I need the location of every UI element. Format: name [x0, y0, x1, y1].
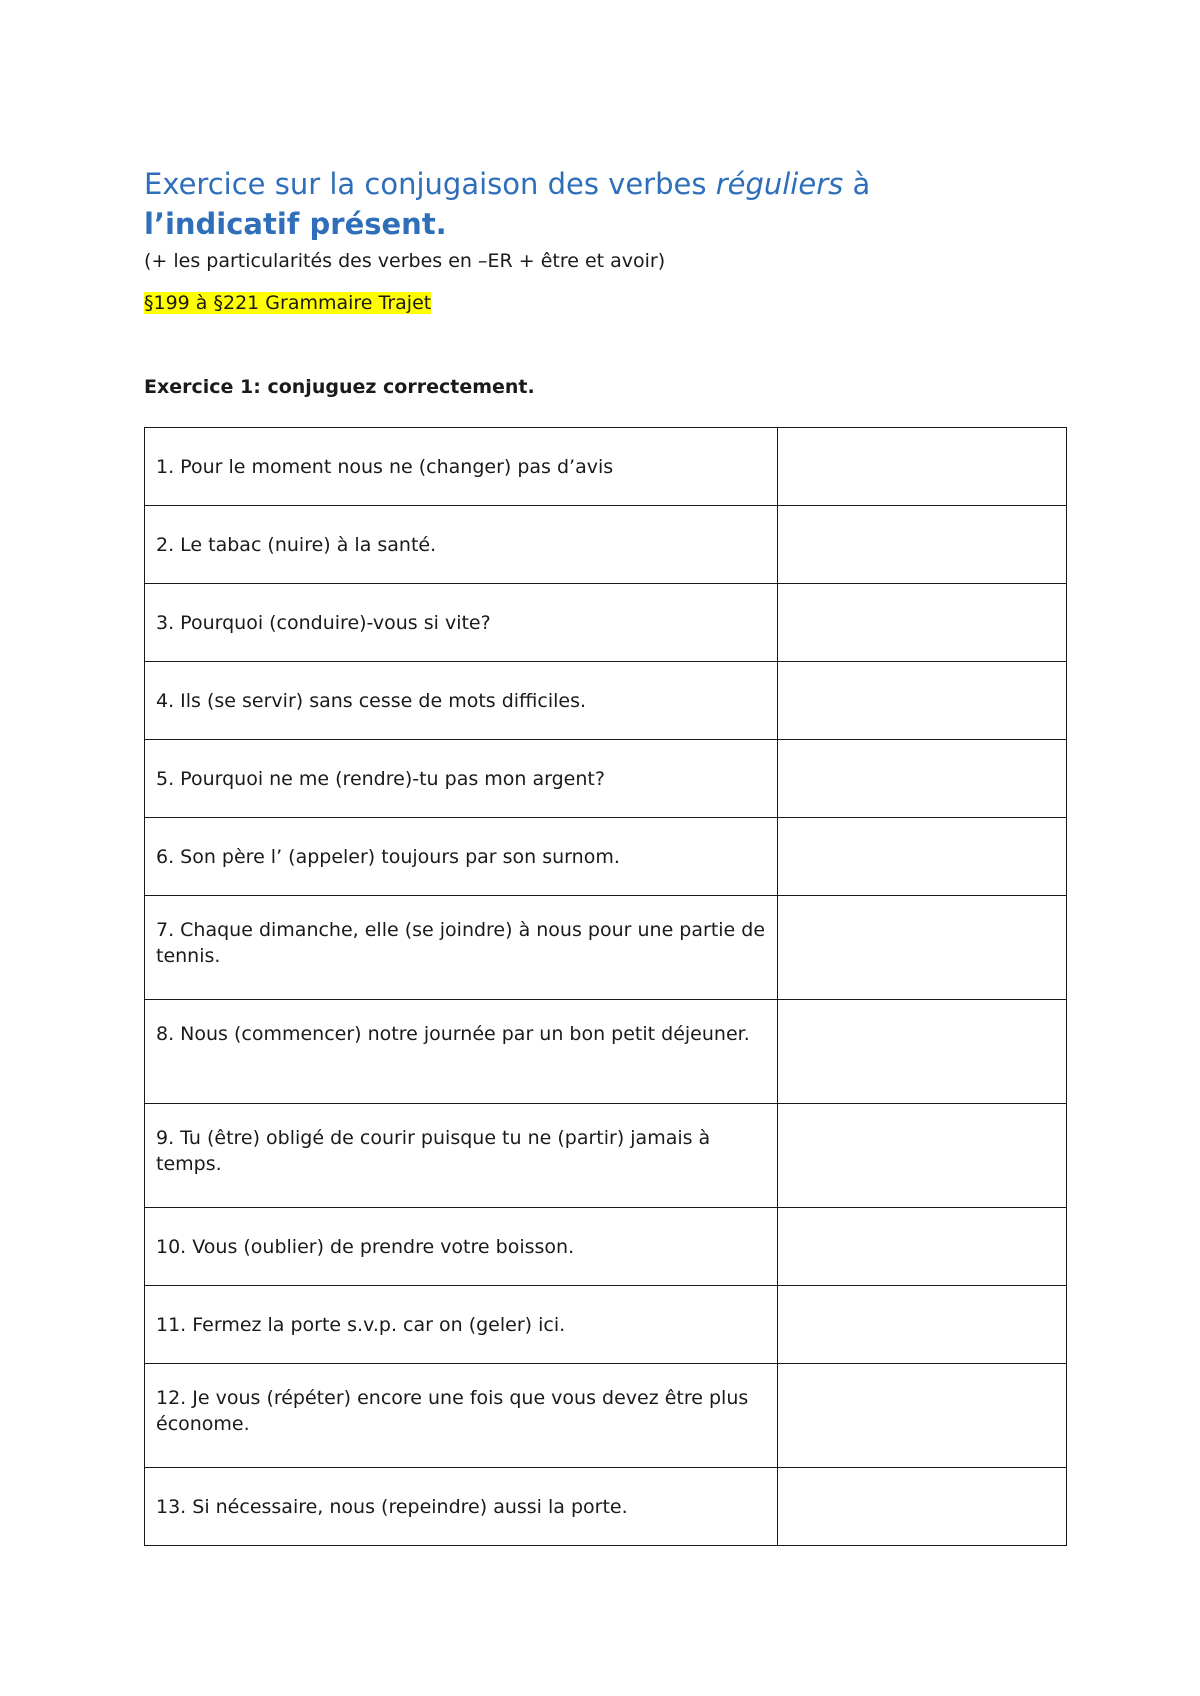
question-cell: 13. Si nécessaire, nous (repeindre) aussi la porte. — [145, 1468, 778, 1546]
answer-cell[interactable] — [778, 428, 1067, 506]
question-cell: 8. Nous (commencer) notre journée par un bon petit déjeuner. — [145, 1000, 778, 1104]
document-page — [144, 164, 1066, 1518]
question-cell: 5. Pourquoi ne me (rendre)-tu pas mon argent? — [145, 740, 778, 818]
table-row — [145, 428, 1067, 506]
title-text-end: à — [843, 167, 871, 201]
question-cell: 1. Pour le moment nous ne (changer) pas d’avis — [145, 428, 778, 506]
exercise-table — [144, 427, 1067, 1546]
table-row — [145, 1286, 1067, 1364]
table-row — [145, 506, 1067, 584]
table-row — [145, 818, 1067, 896]
grammar-reference — [144, 290, 1066, 316]
answer-cell[interactable] — [778, 818, 1067, 896]
question-cell: 11. Fermez la porte s.v.p. car on (geler) ici. — [145, 1286, 778, 1364]
question-cell: 6. Son père l’ (appeler) toujours par son surnom. — [145, 818, 778, 896]
table-row — [145, 584, 1067, 662]
exercise-heading: Exercice 1: conjuguez correctement. — [144, 376, 535, 398]
question-cell: 3. Pourquoi (conduire)-vous si vite? — [145, 584, 778, 662]
table-row — [145, 1364, 1067, 1468]
answer-cell[interactable] — [778, 740, 1067, 818]
answer-cell[interactable] — [778, 1286, 1067, 1364]
answer-cell[interactable] — [778, 1364, 1067, 1468]
answer-cell[interactable] — [778, 506, 1067, 584]
subtitle: (+ les particularités des verbes en –ER + être et avoir) — [144, 250, 666, 272]
table-row — [145, 896, 1067, 1000]
title-line2: l’indicatif présent. — [144, 207, 447, 241]
table-row — [145, 662, 1067, 740]
answer-cell[interactable] — [778, 662, 1067, 740]
table-row — [145, 1208, 1067, 1286]
highlighted-reference: §199 à §221 Grammaire Trajet — [144, 292, 432, 314]
table-row — [145, 1000, 1067, 1104]
question-cell: 10. Vous (oublier) de prendre votre boisson. — [145, 1208, 778, 1286]
question-cell: 9. Tu (être) obligé de courir puisque tu ne (partir) jamais à temps. — [145, 1104, 778, 1208]
answer-cell[interactable] — [778, 584, 1067, 662]
document-title — [144, 164, 1066, 244]
question-cell: 12. Je vous (répéter) encore une fois que vous devez être plus économe. — [145, 1364, 778, 1468]
answer-cell[interactable] — [778, 896, 1067, 1000]
title-italic: réguliers — [715, 167, 844, 201]
answer-cell[interactable] — [778, 1208, 1067, 1286]
question-cell: 4. Ils (se servir) sans cesse de mots difficiles. — [145, 662, 778, 740]
answer-cell[interactable] — [778, 1104, 1067, 1208]
table-row — [145, 1104, 1067, 1208]
title-text: Exercice sur la conjugaison des verbes — [144, 167, 716, 201]
question-cell: 7. Chaque dimanche, elle (se joindre) à nous pour une partie de tennis. — [145, 896, 778, 1000]
answer-cell[interactable] — [778, 1468, 1067, 1546]
question-cell: 2. Le tabac (nuire) à la santé. — [145, 506, 778, 584]
answer-cell[interactable] — [778, 1000, 1067, 1104]
table-row — [145, 740, 1067, 818]
table-row — [145, 1468, 1067, 1546]
